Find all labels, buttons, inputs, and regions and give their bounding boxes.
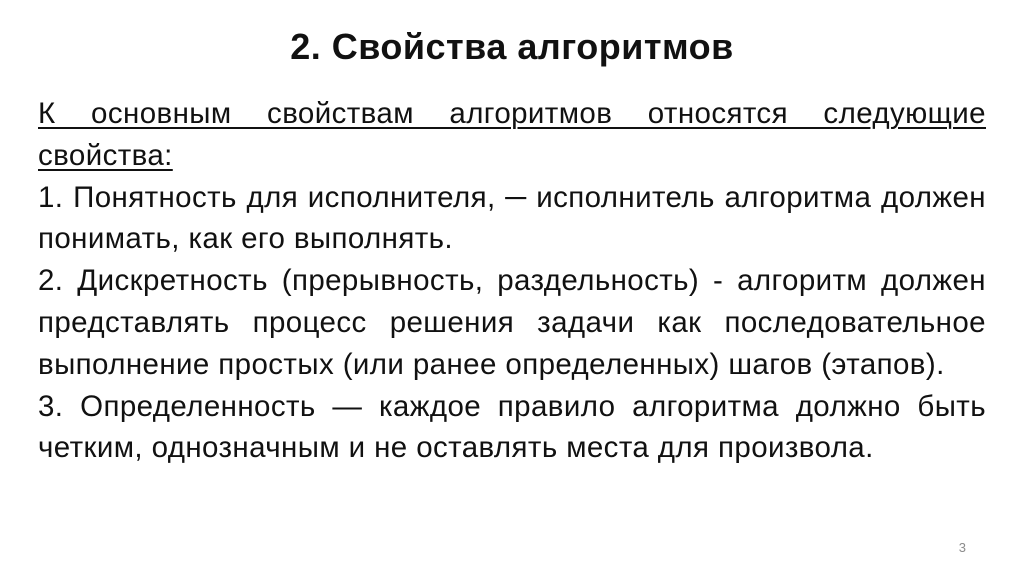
property-item-3: 3. Определенность — каждое правило алгоритма должно быть четким, однозначным и не оставлять места для произвола. [38, 389, 986, 465]
property-item-2: 2. Дискретность (прерывность, раздельность) - алгоритм должен представлять процесс решения задачи как последовательное выполнение простых (или ранее определенных) шагов (этапов). [38, 264, 986, 381]
slide-title: 2. Свойства алгоритмов [290, 26, 734, 67]
intro-text: К основным свойствам алгоритмов относятся следующие свойства: [38, 97, 986, 172]
property-item-1: 1. Понятность для исполнителя, ─ исполнитель алгоритма должен понимать, как его выполнять. [38, 180, 986, 256]
slide-body [38, 93, 986, 469]
page-number: 3 [958, 540, 966, 555]
